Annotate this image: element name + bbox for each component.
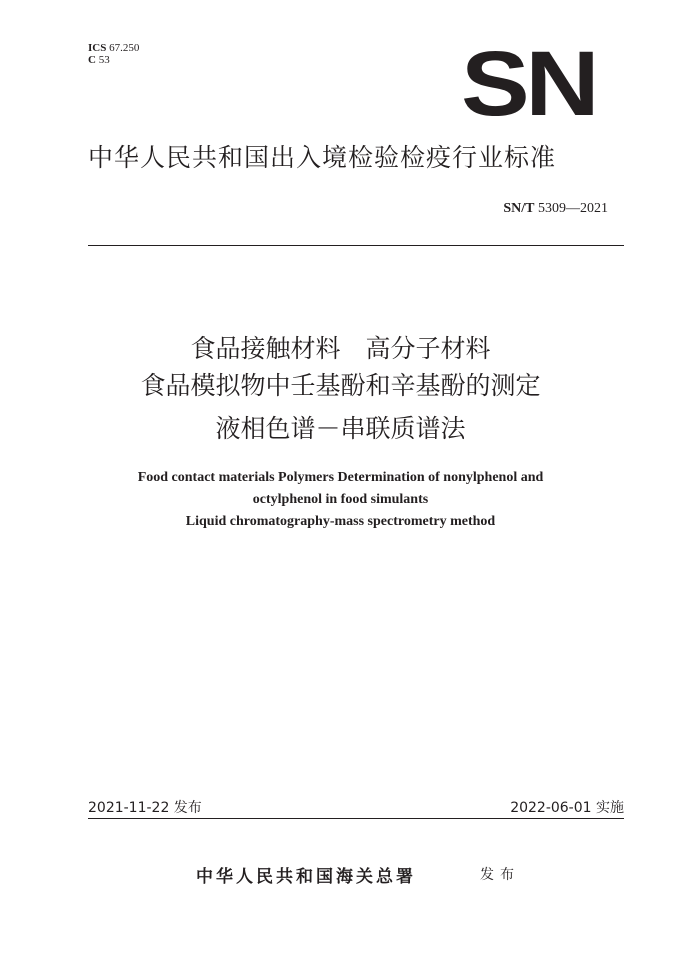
publisher: 中华人民共和国海关总署	[196, 867, 416, 887]
title-zh-line3: 液相色谱－串联质谱法	[215, 414, 466, 443]
class-code	[88, 54, 139, 66]
release-label: 发布	[480, 867, 520, 883]
classification-codes	[88, 42, 139, 66]
implementation-date: 2022-06-01 实施	[510, 800, 624, 816]
title-zh-line1: 食品接触材料 高分子材料	[190, 334, 491, 363]
sn-logo: SN	[461, 33, 596, 135]
ics-label: ICS	[88, 42, 107, 54]
title-zh-line2: 食品模拟物中壬基酚和辛基酚的测定	[140, 371, 541, 400]
bottom-divider	[88, 818, 624, 819]
standard-number-prefix: SN/T	[503, 201, 535, 216]
standard-category-title: 中华人民共和国出入境检验检疫行业标准	[88, 143, 557, 172]
top-divider	[88, 245, 624, 246]
ics-code	[88, 42, 139, 54]
title-en-line3: Liquid chromatography-mass spectrometry method	[185, 514, 496, 529]
standard-number-value: 5309—2021	[538, 201, 608, 216]
standard-number	[503, 201, 608, 217]
class-value: 53	[98, 54, 110, 66]
title-en-line2: octylphenol in food simulants	[252, 492, 429, 507]
class-label: C	[88, 54, 96, 66]
issue-date: 2021-11-22 发布	[88, 800, 202, 816]
ics-value: 67.250	[109, 42, 140, 54]
title-en-line1: Food contact materials Polymers Determination of nonylphenol and	[137, 470, 544, 485]
